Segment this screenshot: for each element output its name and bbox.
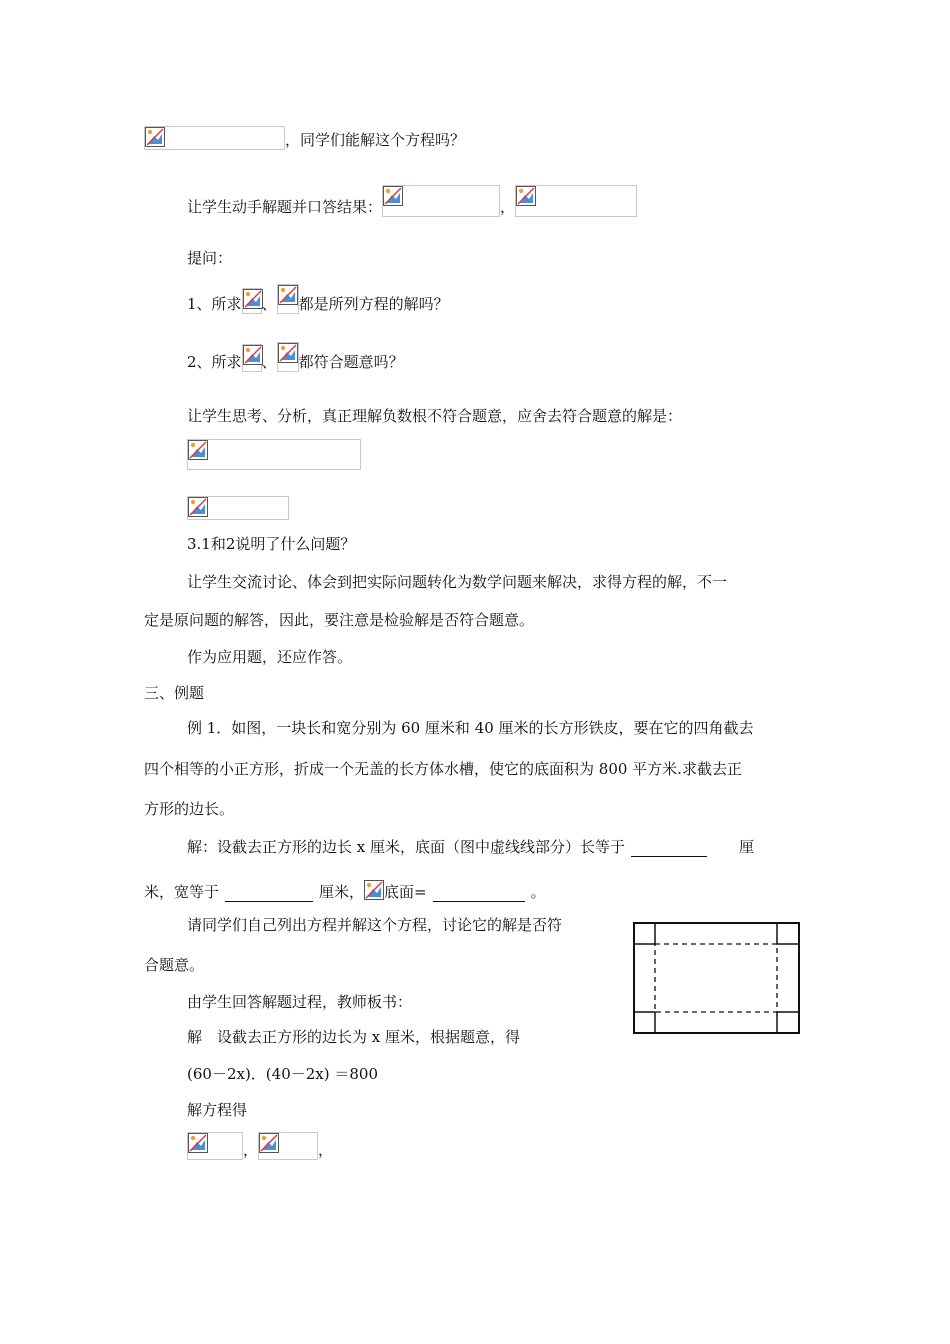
text: 厘 [739,838,755,856]
line-14 [144,799,234,819]
line-17 [187,915,562,935]
text: 让学生交流讨论、体会到把实际问题转化为数学问题来解决，求得方程的解，不一 [187,573,728,591]
separator: ， [500,198,516,216]
broken-image-icon [278,285,298,305]
broken-image-icon [243,289,263,309]
text: 方形的边长。 [144,800,235,818]
line-20 [187,1027,520,1047]
line-10 [187,647,352,667]
text: 让学生思考、分析，真正理解负数根不符合题意，应舍去符合题意的解是： [187,407,683,425]
separator: ， [243,1141,259,1159]
text: 米，宽等于 [144,883,220,901]
broken-image-icon [364,880,384,900]
text: 例 1．如图，一块长和宽分别为 60 厘米和 40 厘米的长方形铁皮，要在它的四角截去 [187,719,754,737]
area-blank[interactable] [433,886,525,902]
broken-image-icon [188,1133,208,1153]
text: 定是原问题的解答，因此，要注意是检验解是否符合题意。 [144,611,535,629]
valid-solution-image-row [187,439,361,470]
line-7 [187,534,355,554]
line-5 [187,342,404,372]
line-8 [187,572,727,592]
text: 底面= [384,883,427,901]
line-19 [187,992,412,1012]
line-16 [144,880,546,902]
separator: 、 [261,353,277,371]
section-heading [144,683,204,703]
line-6 [187,406,682,426]
root-image-2 [277,284,299,314]
text: 三、例题 [144,684,205,702]
text: 都符合题意吗？ [298,353,404,371]
line-1 [144,126,465,150]
text: 四个相等的小正方形，折成一个无盖的长方体水槽，使它的底面积为 800 平方米.求截去正 [144,760,742,778]
broken-image-icon [516,186,536,206]
corner-square [777,923,799,944]
text: 请同学们自己列出方程并解这个方程，讨论它的解是否符 [187,916,563,934]
text: 3.1和2说明了什么问题？ [187,535,356,553]
broken-image-icon [188,497,208,517]
length-blank[interactable] [631,841,707,857]
broken-image-icon [259,1133,279,1153]
text: 。 [530,883,546,901]
broken-image-icon [243,345,263,365]
broken-image-icon [383,186,403,206]
solution-image-2 [515,185,637,217]
text: 让学生动手解题并口答结果： [187,198,383,216]
root-image-1 [242,344,262,372]
area-image [364,880,384,902]
text: 解方程得 [187,1101,248,1119]
line-3 [187,248,232,268]
root-image-1 [242,288,262,314]
text: 作为应用题，还应作答。 [187,648,353,666]
solution-image-1 [382,185,500,217]
broken-image-icon [188,440,208,460]
corner-square [634,923,655,944]
root-image-2 [258,1132,318,1160]
line-2 [187,185,637,217]
equation-line [187,1064,378,1084]
answer-image [187,496,289,520]
text: 2、所求 [187,353,242,371]
corner-square [634,1012,655,1033]
line-18 [144,955,204,975]
text: 合题意。 [144,956,205,974]
valid-solution-image [187,439,361,470]
broken-image-icon [145,127,165,147]
roots-line [187,1132,333,1160]
text: 都是所列方程的解吗？ [298,295,449,313]
root-image-2 [277,342,299,372]
text: 提问： [187,249,233,267]
equation-image [144,126,285,150]
text: 解 设截去正方形的边长为 x 厘米，根据题意，得 [187,1028,520,1046]
line-4 [187,284,449,314]
text: 解：设截去正方形的边长 x 厘米，底面（图中虚线线部分）长等于 [187,838,625,856]
answer-image-row [187,496,289,520]
broken-image-icon [278,343,298,363]
root-image-1 [187,1132,243,1160]
text: ，同学们能解这个方程吗？ [285,131,466,149]
text: 厘米， [319,883,365,901]
width-blank[interactable] [225,886,313,902]
separator: ， [318,1141,334,1159]
corner-square [777,1012,799,1033]
sheet-diagram [633,922,801,1035]
text: (60－2x)．(40－2x) ＝800 [187,1065,378,1083]
base-dashed-rectangle [655,944,777,1012]
outer-rectangle [634,923,799,1033]
separator: 、 [261,295,277,313]
text: 1、所求 [187,295,242,313]
line-12 [187,718,754,738]
line-13 [144,759,742,779]
line-15 [187,837,754,857]
line-9 [144,610,534,630]
line-22 [187,1100,247,1120]
text: 由学生回答解题过程，教师板书： [187,993,413,1011]
